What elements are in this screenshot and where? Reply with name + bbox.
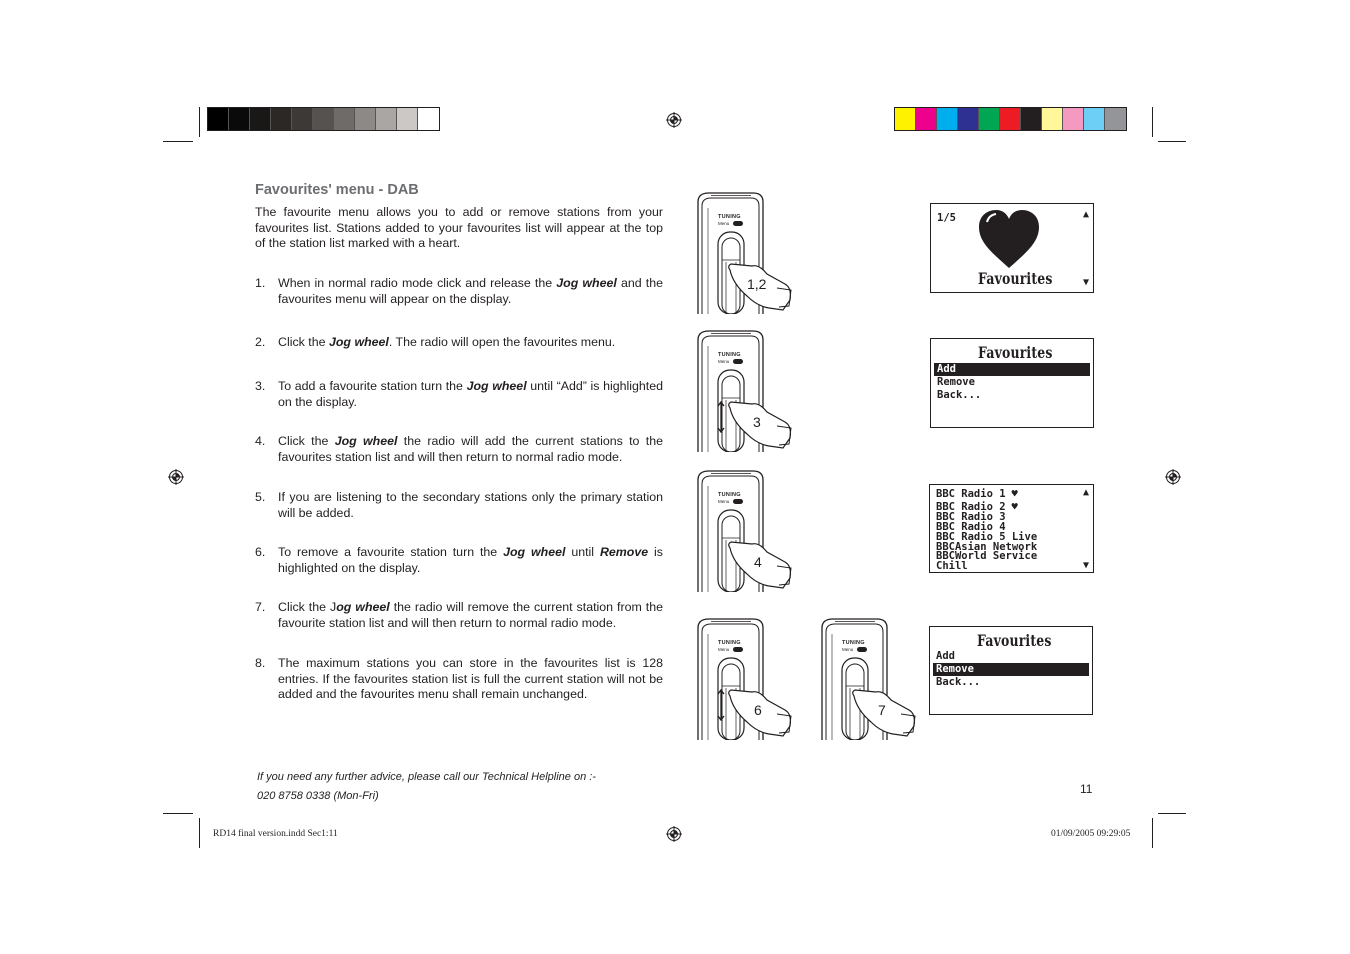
- station-name: Chill: [936, 560, 968, 572]
- crop-mark: [199, 818, 200, 848]
- step-text-fragment: To add a favourite station turn the: [278, 379, 467, 393]
- menu-item-back: Back...: [937, 389, 982, 401]
- registration-mark-icon: [1165, 469, 1181, 485]
- menu-item-remove: Remove: [937, 376, 975, 388]
- step-text-fragment: the radio will remove the current station from the favourite station list and will then return to normal radio mode.: [278, 600, 663, 630]
- color-swatch: [250, 108, 271, 130]
- station-list-item: [936, 489, 1018, 499]
- control-name: og wheel: [336, 600, 390, 614]
- station-name: BBC Radio 4: [936, 521, 1006, 533]
- registration-mark-icon: [168, 469, 184, 485]
- color-swatch: [1021, 108, 1042, 130]
- slug-file-info: RD14 final version.indd Sec1:11: [213, 829, 338, 839]
- control-name: Jog wheel: [328, 335, 389, 349]
- step-text: [278, 545, 663, 576]
- instruction-step: [255, 276, 663, 307]
- control-name: Jog wheel: [503, 545, 566, 559]
- color-swatch: [355, 108, 376, 130]
- step-number: 1.: [255, 276, 266, 290]
- station-name: BBC Radio 3: [936, 511, 1006, 523]
- step-text-fragment: If you are listening to the secondary stations only the primary station will be added.: [278, 490, 663, 520]
- step-number: 4.: [255, 434, 266, 448]
- color-swatch: [334, 108, 355, 130]
- color-swatch: [292, 108, 313, 130]
- step-number: 7.: [255, 600, 266, 614]
- step-text-fragment: The maximum stations you can store in the favourites list is 128 entries. If the favourites station list is full the current station will not be added and the favourites menu shall remain unchanged.: [278, 656, 663, 702]
- scroll-down-icon: ▼: [1082, 560, 1089, 571]
- instruction-step: [255, 656, 663, 703]
- favourite-heart-icon: ♥: [1011, 488, 1018, 500]
- grayscale-bar: [207, 107, 440, 131]
- menu-button-label: Menu: [718, 359, 730, 364]
- crop-mark: [1152, 818, 1153, 848]
- scroll-up-icon: ▲: [1082, 209, 1089, 220]
- step-text-fragment: the radio will add the current stations to the favourites station list and will then return to normal radio mode.: [278, 434, 663, 464]
- tuning-label: TUNING: [718, 640, 741, 646]
- favourite-heart-icon: ♥: [1011, 501, 1018, 513]
- step-label: 3: [753, 414, 761, 430]
- step-text-fragment: until “Add” is highlighted on the display.: [278, 379, 664, 409]
- step-label: 4: [754, 554, 762, 570]
- step-number: 3.: [255, 379, 266, 393]
- station-list-item: [936, 561, 968, 571]
- control-name: Jog wheel: [334, 434, 398, 448]
- control-name: Jog wheel: [556, 276, 617, 290]
- helpline-note: [257, 768, 596, 806]
- step-number: 6.: [255, 545, 266, 559]
- step-text-fragment: Click the: [278, 434, 335, 448]
- step-text: [278, 490, 663, 521]
- color-swatch: [1042, 108, 1063, 130]
- instruction-step: [255, 545, 663, 576]
- step-text-fragment: Click the J: [278, 600, 337, 614]
- radio-jog-wheel-drawing: [821, 618, 931, 740]
- instruction-step: [255, 434, 663, 465]
- instruction-step: [255, 335, 663, 351]
- step-text: [278, 600, 663, 631]
- color-swatch: [1084, 108, 1105, 130]
- slug-timestamp: 01/09/2005 09:29:05: [1051, 829, 1131, 839]
- step-text: [278, 335, 663, 351]
- radio-illustration-step-3: [697, 330, 807, 452]
- color-swatch: [916, 108, 937, 130]
- radio-illustration-step-7: [821, 618, 931, 740]
- step-text-fragment: and the favourites menu will appear on the display.: [278, 276, 663, 306]
- color-bar: [894, 107, 1127, 131]
- helpline-line: If you need any further advice, please call our Technical Helpline on :-: [257, 771, 596, 783]
- radio-jog-wheel-drawing: [697, 330, 807, 452]
- heart-icon: [977, 208, 1041, 270]
- station-name: BBC Radio 2: [936, 501, 1006, 513]
- display-favourites-splash: [930, 203, 1094, 293]
- color-swatch: [208, 108, 229, 130]
- crop-mark: [1158, 813, 1186, 814]
- step-label: 6: [754, 702, 762, 718]
- tuning-label: TUNING: [718, 214, 741, 220]
- step-label: 7: [878, 702, 886, 718]
- favourites-title: Favourites: [977, 631, 1052, 650]
- color-swatch: [1000, 108, 1021, 130]
- radio-jog-wheel-drawing: [697, 192, 807, 314]
- station-name: BBCWorld Service: [936, 550, 1038, 562]
- menu-item-add: Add: [934, 363, 1090, 376]
- tuning-label: TUNING: [842, 640, 865, 646]
- station-name: BBCAsian Network: [936, 541, 1038, 553]
- radio-illustration-step-4: [697, 470, 807, 592]
- menu-item-back: Back...: [936, 676, 981, 688]
- intro-paragraph: The favourite menu allows you to add or remove stations from your favourites list. Stations added to your favourites list will appear at the top of the station list marked with a heart.: [255, 205, 663, 251]
- step-text: [278, 434, 663, 465]
- step-text-fragment: Click the: [278, 335, 329, 349]
- menu-item-add: Add: [936, 650, 955, 662]
- color-swatch: [1105, 108, 1126, 130]
- radio-jog-wheel-drawing: [697, 618, 807, 740]
- station-name: BBC Radio 5 Live: [936, 531, 1038, 543]
- color-swatch: [397, 108, 418, 130]
- color-swatch: [313, 108, 334, 130]
- color-swatch: [979, 108, 1000, 130]
- menu-button-label: Menu: [718, 221, 730, 226]
- radio-jog-wheel-drawing: [697, 470, 807, 592]
- registration-mark-icon: [666, 112, 682, 128]
- helpline-phone: 020 8758 0338 (Mon-Fri): [257, 790, 379, 802]
- color-swatch: [376, 108, 397, 130]
- display-favourites-menu-remove: [929, 626, 1093, 715]
- menu-item-remove: Remove: [933, 663, 1089, 676]
- step-text: [278, 379, 663, 410]
- step-text: [278, 276, 663, 307]
- crop-mark: [1152, 107, 1153, 137]
- instruction-step: [255, 600, 663, 631]
- color-swatch: [958, 108, 979, 130]
- tuning-label: TUNING: [718, 492, 741, 498]
- control-name: Jog wheel: [466, 379, 527, 393]
- instruction-step: [255, 490, 663, 521]
- section-heading: Favourites' menu - DAB: [255, 182, 419, 198]
- display-station-list: [929, 484, 1094, 573]
- step-text: [278, 656, 663, 703]
- step-number: 2.: [255, 335, 266, 349]
- radio-illustration-step-1-2: [697, 192, 807, 314]
- display-favourites-menu-add: [930, 338, 1094, 428]
- step-label: 1,2: [747, 276, 767, 292]
- step-text-fragment: is highlighted on the display.: [278, 545, 663, 575]
- scroll-up-icon: ▲: [1082, 487, 1089, 498]
- step-text-fragment: When in normal radio mode click and release the: [278, 276, 557, 290]
- color-swatch: [271, 108, 292, 130]
- color-swatch: [937, 108, 958, 130]
- registration-mark-icon: [666, 826, 682, 842]
- favourites-title: Favourites: [978, 269, 1053, 288]
- step-number: 8.: [255, 656, 266, 670]
- crop-mark: [163, 813, 193, 814]
- menu-button-label: Menu: [718, 499, 730, 504]
- control-name: Remove: [599, 545, 649, 559]
- step-text-fragment: . The radio will open the favourites menu.: [388, 335, 616, 349]
- color-swatch: [1063, 108, 1084, 130]
- tuning-label: TUNING: [718, 352, 741, 358]
- color-swatch: [895, 108, 916, 130]
- menu-button-label: Menu: [842, 647, 854, 652]
- step-number: 5.: [255, 490, 266, 504]
- scroll-down-icon: ▼: [1082, 277, 1089, 288]
- crop-mark: [1158, 141, 1186, 142]
- crop-mark: [199, 107, 200, 137]
- favourites-title: Favourites: [978, 343, 1053, 362]
- color-swatch: [418, 108, 439, 130]
- color-swatch: [229, 108, 250, 130]
- page-counter: 1/5: [937, 212, 956, 224]
- step-text-fragment: until: [565, 545, 600, 559]
- radio-illustration-step-6: [697, 618, 807, 740]
- page-number: 11: [1080, 782, 1093, 796]
- step-text-fragment: To remove a favourite station turn the: [278, 545, 504, 559]
- station-name: BBC Radio 1: [936, 488, 1006, 500]
- crop-mark: [163, 141, 193, 142]
- menu-button-label: Menu: [718, 647, 730, 652]
- instruction-step: [255, 379, 663, 410]
